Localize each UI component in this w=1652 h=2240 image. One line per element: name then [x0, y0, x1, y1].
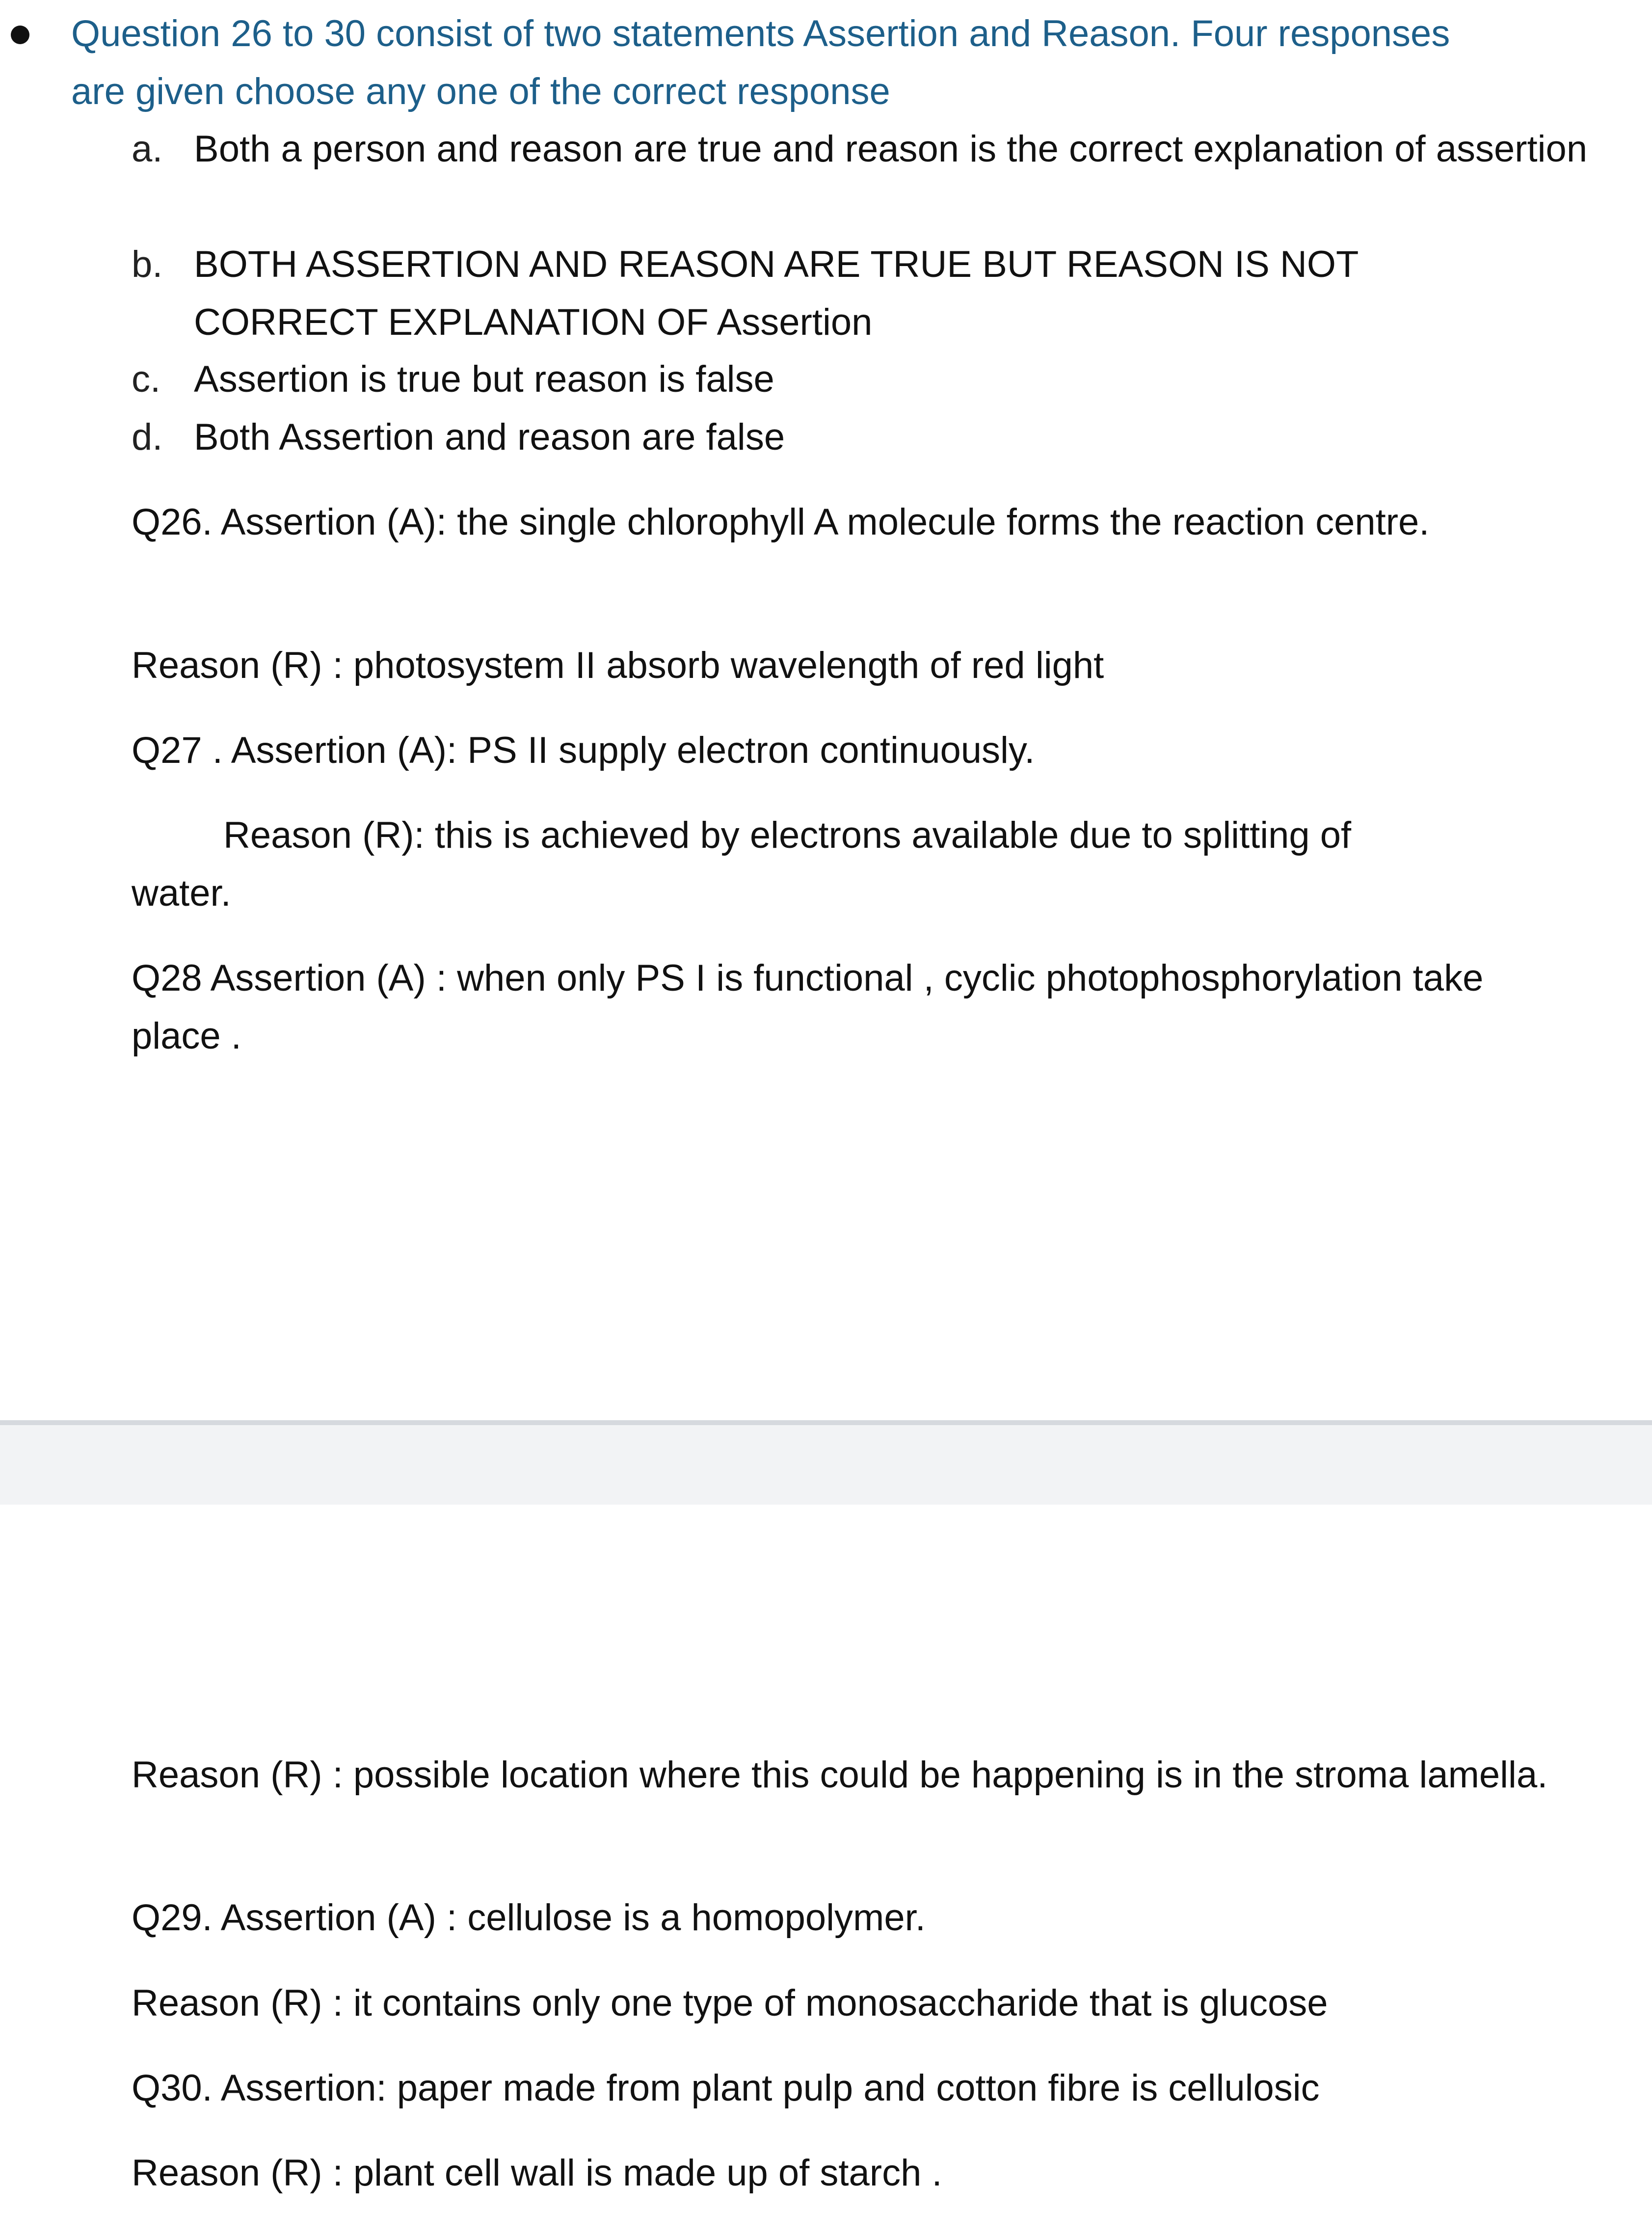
q30-assertion: Q30. Assertion: paper made from plant pulp and cotton fibre is cellulosic — [132, 2067, 1320, 2109]
option-a-text: Both a person and reason are true and reason is the correct explanation of assertion — [194, 128, 1588, 170]
option-d-letter: d. — [132, 416, 163, 458]
option-c-letter: c. — [132, 358, 161, 400]
q28-reason: Reason (R) : possible location where this could be happening is in the stroma lamella. — [132, 1754, 1548, 1796]
q28-assertion: Q28 Assertion (A) : when only PS I is functional , cyclic photophosphorylation take place . — [132, 957, 1484, 1057]
q26-reason: Reason (R) : photosystem II absorb wavelength of red light — [132, 645, 1104, 686]
page-gap — [0, 1425, 1652, 1505]
q30-reason: Reason (R) : plant cell wall is made up of starch . — [132, 2152, 942, 2194]
q29-assertion: Q29. Assertion (A) : cellulose is a homopolymer. — [132, 1897, 926, 1939]
option-b-text: BOTH ASSERTION AND REASON ARE TRUE BUT REASON IS NOT CORRECT EXPLANATION OF Assertion — [194, 243, 1359, 343]
q29-reason: Reason (R) : it contains only one type of monosaccharide that is glucose — [132, 1982, 1328, 2024]
option-d-text: Both Assertion and reason are false — [194, 416, 785, 458]
option-a-letter: a. — [132, 128, 163, 170]
bullet-icon — [11, 26, 29, 44]
instruction-text: Question 26 to 30 consist of two statements Assertion and Reason. Four responses are given choose any one of the correct response — [71, 13, 1450, 112]
q27-reason-line1: Reason (R): this is achieved by electrons available due to splitting of — [223, 814, 1352, 856]
q27-assertion: Q27 . Assertion (A): PS II supply electron continuously. — [132, 729, 1035, 771]
option-b-letter: b. — [132, 243, 163, 285]
option-c-text: Assertion is true but reason is false — [194, 358, 774, 400]
page-divider — [0, 1420, 1652, 1425]
q27-reason-line2: water. — [132, 872, 231, 914]
q26-assertion: Q26. Assertion (A): the single chlorophyll A molecule forms the reaction centre. — [132, 501, 1430, 543]
